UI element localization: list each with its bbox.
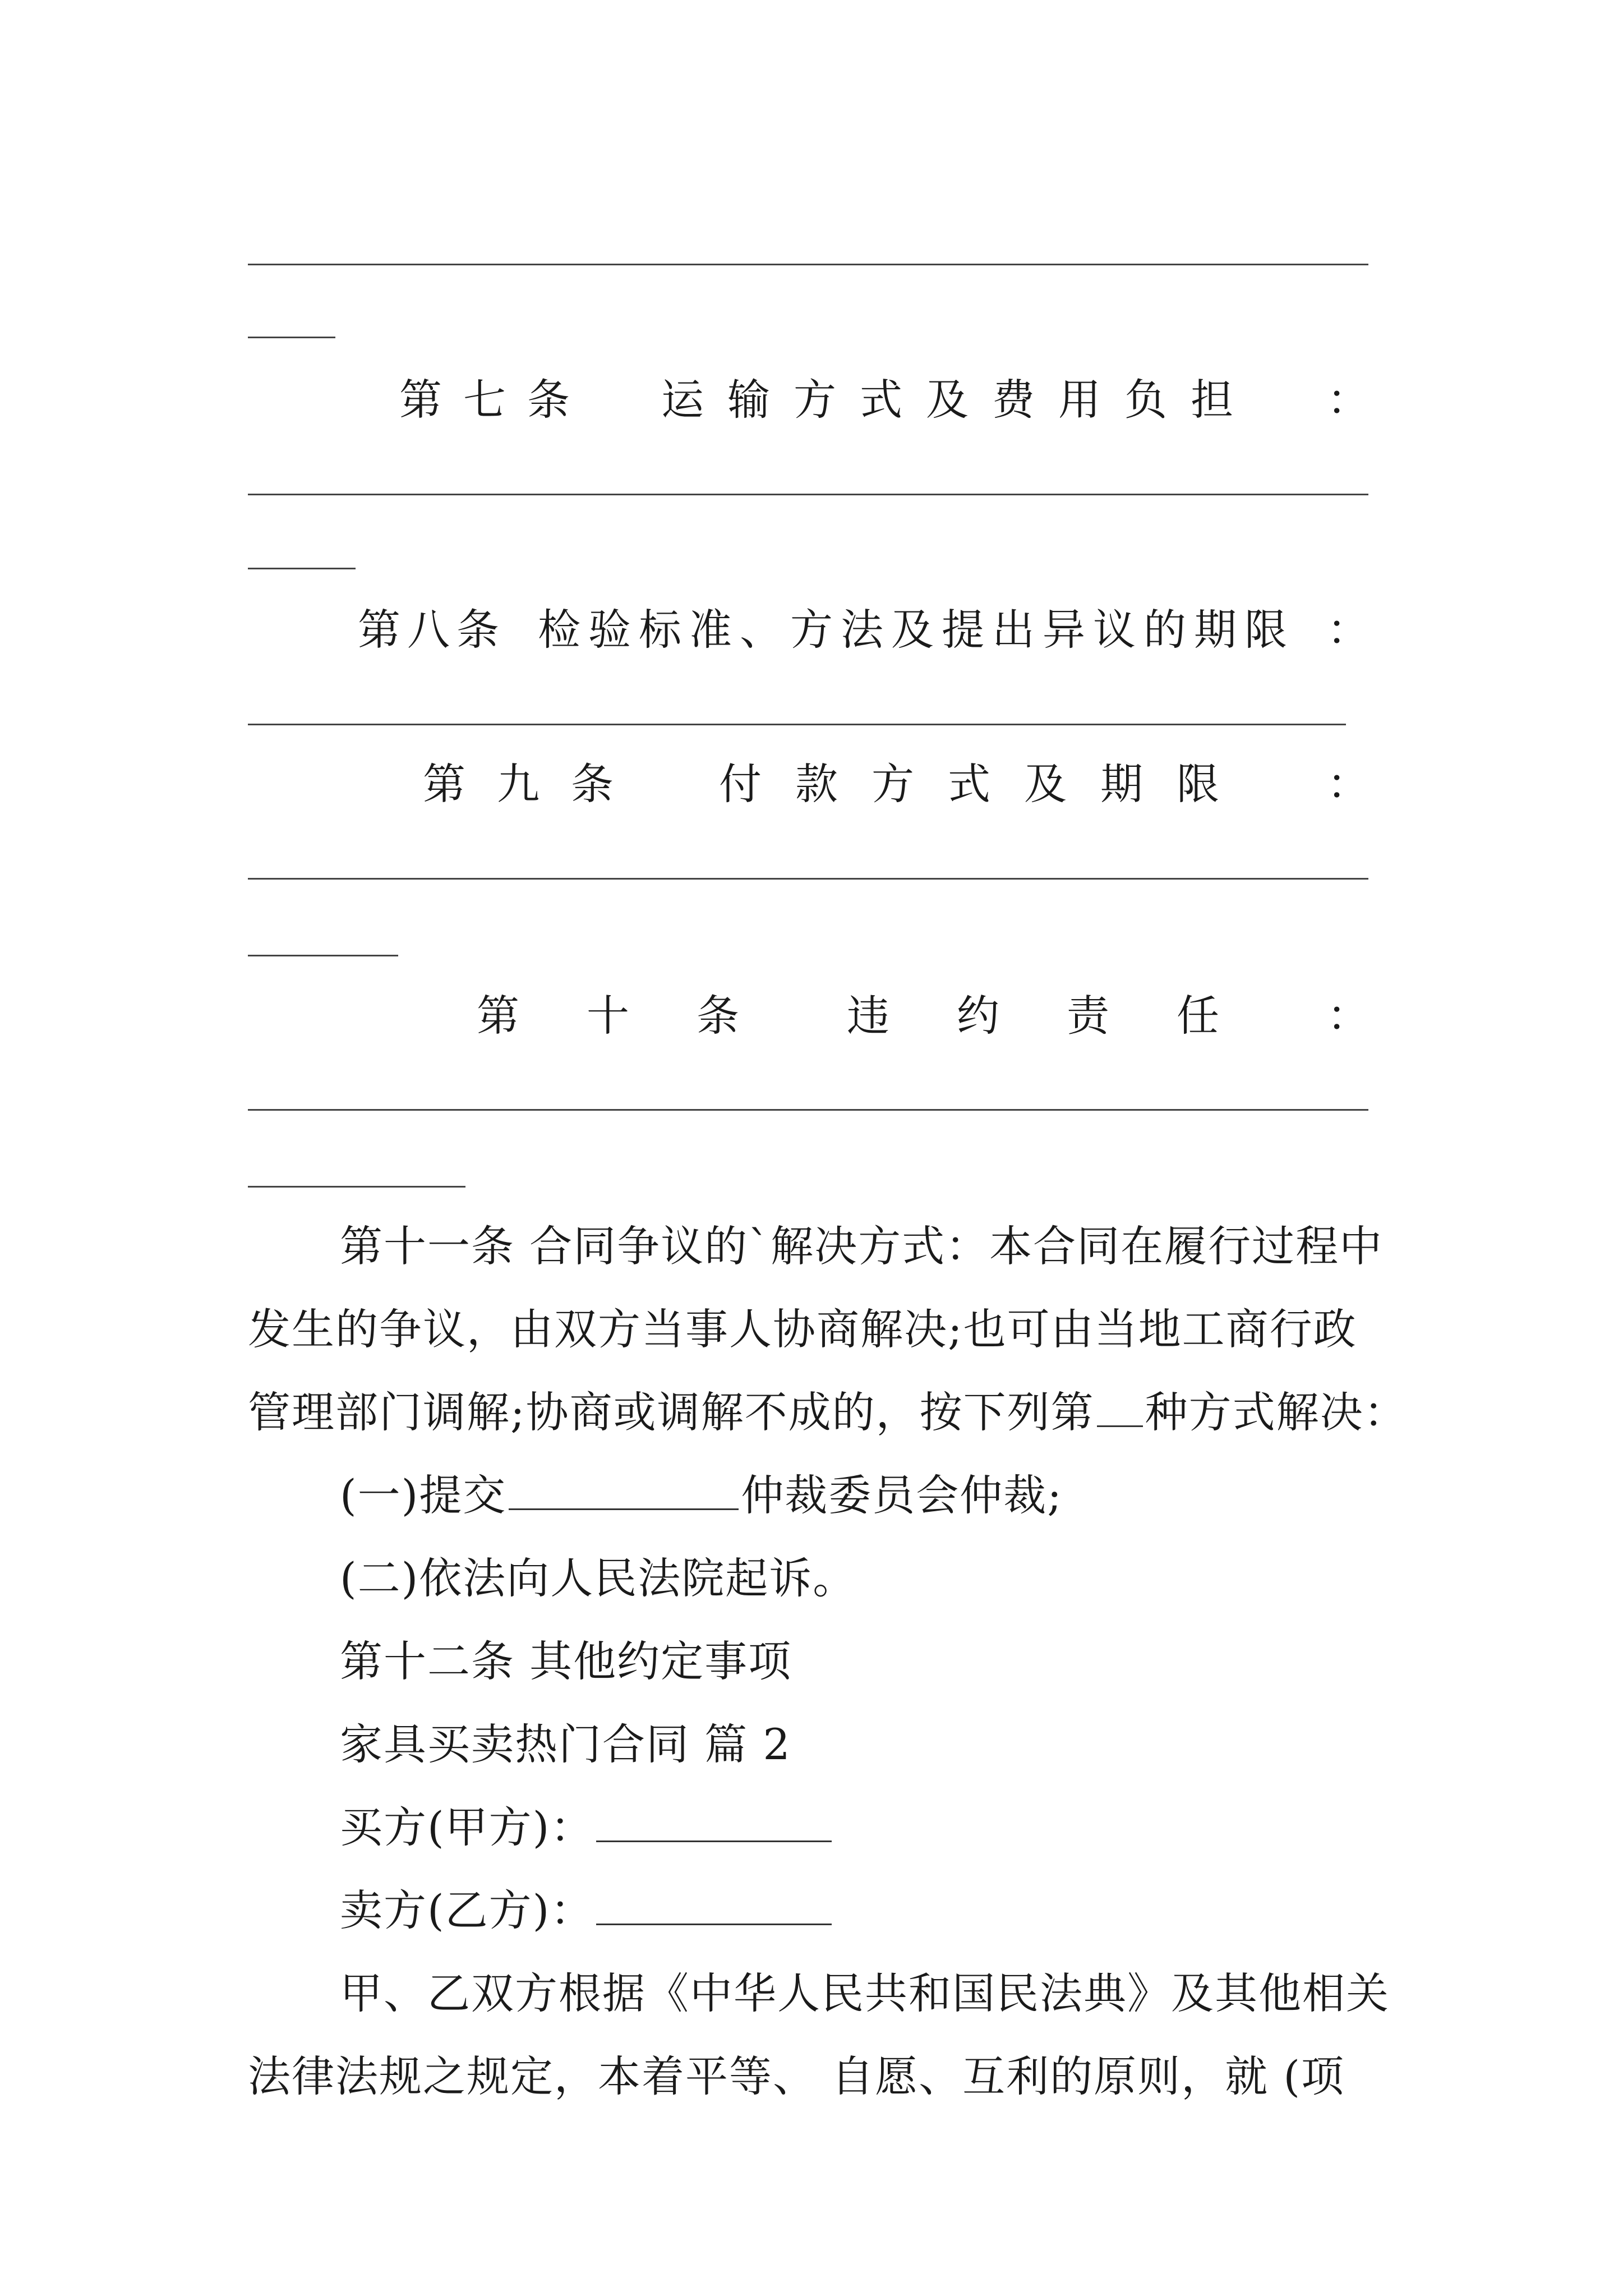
- buyer-label: 买方(甲方)：: [340, 1802, 594, 1852]
- article-title: 运输方式及费用负担: [661, 375, 1257, 425]
- text-segment: 种方式解决：: [1145, 1387, 1408, 1437]
- article-10-heading: [248, 991, 1370, 1041]
- blank-line: [248, 264, 1368, 265]
- article-number: 第九条: [423, 759, 645, 809]
- contract-2-heading: 家具买卖热门合同 篇 2: [340, 1719, 791, 1769]
- blank-line: [248, 724, 1346, 725]
- blank-line: [248, 878, 1368, 880]
- text-segment: 仲裁委员会仲裁;: [741, 1470, 1063, 1520]
- article-colon: ：: [1327, 991, 1370, 1041]
- seller-line: [248, 1869, 1403, 1952]
- article-12: 第十二条 其他约定事项: [340, 1636, 792, 1686]
- buyer-name-blank: [596, 1806, 832, 1842]
- article-number: 第七条: [399, 375, 591, 425]
- seller-label: 卖方(乙方)：: [340, 1885, 594, 1935]
- article-colon: ：: [1327, 375, 1370, 425]
- article-colon: ：: [1327, 605, 1370, 655]
- article-7-heading: [248, 375, 1370, 425]
- article-title: 违约责任: [847, 991, 1287, 1041]
- text-line: 发生的争议，由双方当事人协商解决;也可由当地工商行政: [248, 1304, 1357, 1354]
- blank-line: [248, 337, 335, 338]
- text-segment: 管理部门调解;协商或调解不成的，按下列第: [248, 1387, 1095, 1437]
- article-number: 第十条: [477, 991, 806, 1041]
- fill-blank: [1097, 1391, 1143, 1427]
- seller-name-blank: [596, 1889, 832, 1925]
- blank-line: [248, 568, 356, 569]
- fill-blank: [509, 1474, 739, 1510]
- blank-line: [248, 494, 1368, 495]
- text-line: 甲、乙双方根据《中华人民共和国民法典》及其他相关: [340, 1968, 1390, 2018]
- text-line: [248, 1454, 1403, 1537]
- buyer-line: [248, 1786, 1403, 1869]
- article-title: 检验标准、方法及提出异议的期限: [538, 605, 1295, 655]
- blank-line: [248, 1109, 1368, 1111]
- text-line: 第十一条 合同争议的`解决方式：本合同在履行过程中: [340, 1221, 1384, 1271]
- article-8-heading: [248, 605, 1370, 655]
- article-9-heading: [248, 759, 1370, 809]
- article-11: [248, 1205, 1408, 2118]
- text-line: (二)依法向人民法院起诉。: [340, 1553, 857, 1603]
- article-colon: ：: [1327, 759, 1370, 809]
- text-segment: (一)提交: [340, 1470, 507, 1520]
- blank-line: [248, 955, 398, 956]
- blank-line: [248, 1186, 465, 1188]
- article-title: 付款方式及期限: [719, 759, 1253, 809]
- text-line: 法律法规之规定，本着平等、 自愿、互利的原则，就 (项: [248, 2051, 1345, 2101]
- article-number: 第八条: [358, 605, 506, 655]
- text-line: [248, 1371, 1408, 1454]
